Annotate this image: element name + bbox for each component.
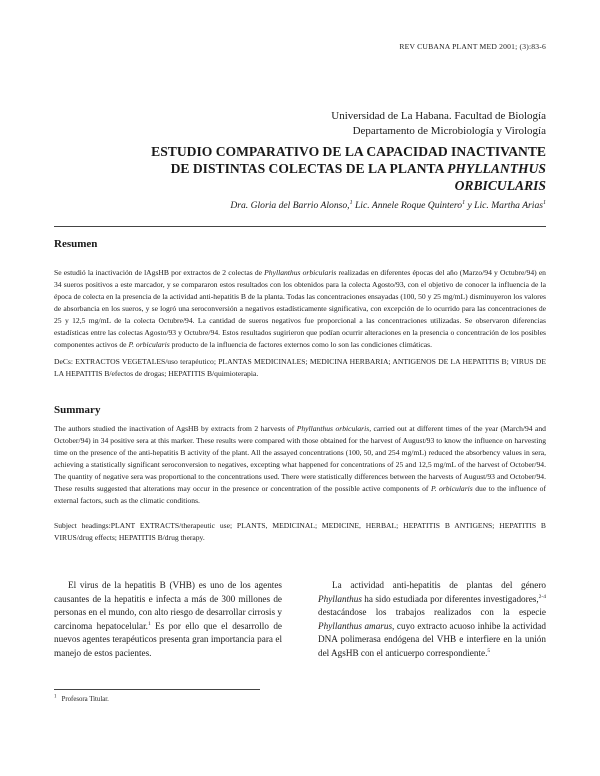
body-genus: Phyllanthus: [318, 593, 362, 604]
author-1: Dra. Gloria del Barrio Alonso,: [230, 200, 350, 211]
journal-citation: REV CUBANA PLANT MED 2001; (3):83-6: [399, 42, 546, 51]
ref-5: 5: [487, 647, 491, 654]
summary-species-abbrev: P. orbicularis: [430, 484, 473, 493]
footnote-divider: [54, 689, 260, 690]
summary-species: Phyllanthus orbicularis: [296, 424, 370, 433]
section-divider: [54, 226, 546, 227]
body-right-part-4: , cuyo extracto acuoso inhibe la actividad DNA polimerasa endógena del VHB e interfiere en la unión del AgsHB con el anticuerpo correspondiente.: [318, 620, 546, 658]
summary-text: [54, 423, 546, 507]
summary-part-2: , carried out at different times of the year (March/94 and October/94) in 34 positive sera at this marker. These results were compared with those obtained for the harvest of August/93 to know the influence on harvesting time on the presence of the anti-hepatitis B activity of the plant. All the assayed concentrations (100, 50, and 254 mg/mL) reduced the absorbency values in sera, achieving a statistically significant seroconversion to negatives, excepting what happened for concentrations of 25 and 12,5 mg/mL of the harvest of October/94. The quantity of negative sera was proportional to the concentrations used. There were statistically differences between the harvests of August/93 and October/94. These results suggested that alterations may occur in the presence or concentration of the possible active components of: [54, 424, 546, 493]
title-genus: PHYLLANTHUS: [447, 161, 546, 176]
affiliation-department: Departamento de Microbiología y Virología: [352, 125, 546, 137]
summary-part-3: due to the influence of external factors, such as the climatic conditions.: [54, 484, 546, 505]
resumen-species-abbrev: P. orbicularis: [128, 340, 170, 349]
body-left-part-2: Es por ello que el desarrollo de nuevos agentes terapéuticos presenta gran importancia para el manejo de estos pacientes.: [54, 620, 283, 658]
body-right-part-3: destacándose los trabajos realizados con la especie: [318, 607, 546, 617]
decs-keywords: DeCs: EXTRACTOS VEGETALES/uso terapéutico; PLANTAS MEDICINALES; MEDICINA HERBARIA; ANTIGENOS DE LA HEPATITIS B; VIRUS DE LA HEPATITIS B/efectos de drogas; HEPATITIS B/quimioterapia.: [54, 357, 546, 378]
footnote-text: Profesora Titular.: [61, 696, 109, 703]
resumen-part-2: realizadas en diferentes épocas del año (Marzo/94 y Octubre/94) en 34 sueros positivos a este marcador, y se compararon estos resultados con los obtenidos para la colecta Agosto/93, con el objetivo de conocer la influencia de la época de colecta en la presencia de la actividad anti-hepatitis B de la planta. Todas las concentraciones ensayadas (100, 50 y 25 mg/mL) disminuyeron los valores de absorbancia en los sueros, y se logró una seroconversión a negativos estadísticamente significativa, con excepción de lo ocurrido para las concentraciones de 25 y 12,5 mg/mL de la colecta Octubre/94. La cantidad de sueros negativos fue proporcional a las concentraciones utilizadas. Se observaron diferencias estadísticas entre las colectas Agosto/93 y Octubre/94. Estos resultados sugirieron que podían ocurrir alteraciones en la presencia o concentración de los posibles componentes activos de: [54, 268, 546, 349]
resumen-part-1: Se estudió la inactivación de lAgsHB por extractos de 2 colectas de: [54, 268, 265, 277]
body-species: Phyllanthus amarus: [318, 620, 393, 631]
body-right-part-2: ha sido estudiada por diferentes investigadores,: [361, 593, 539, 604]
subject-headings: Subject headings:PLANT EXTRACTS/therapeutic use; PLANTS, MEDICINAL; MEDICINE, HERBAL; HEPATITIS B ANTIGENS; HEPATITIS B VIRUS/drug effects; HEPATITIS B/drug therapy.: [54, 521, 546, 542]
author-1-sup: 1: [349, 199, 353, 206]
summary-part-1: The authors studied the inactivation of AgsHB by extracts from 2 harvests of: [54, 424, 297, 433]
author-list: [230, 200, 546, 211]
author-2-sup: 1: [462, 199, 466, 206]
summary-heading: Summary: [54, 404, 101, 416]
title-line-3: ORBICULARIS: [454, 178, 546, 193]
footnote: [54, 696, 109, 703]
ref-1: 1: [147, 620, 151, 627]
resumen-text: [54, 267, 546, 351]
body-right-column: [318, 579, 546, 660]
title-line-2-text: DE DISTINTAS COLECTAS DE LA PLANTA: [170, 161, 448, 176]
title-line-2: [171, 160, 546, 177]
author-2: Lic. Annele Roque Quintero: [352, 200, 463, 211]
footnote-marker: 1: [54, 694, 57, 700]
affiliation-university: Universidad de La Habana. Facultad de Biología: [331, 110, 546, 122]
author-3-sup: 1: [543, 199, 546, 206]
ref-2-4: 2-4: [538, 593, 546, 600]
title-line-1: ESTUDIO COMPARATIVO DE LA CAPACIDAD INACTIVANTE: [151, 144, 546, 159]
resumen-part-3: producto de la influencia de factores externos como lo son las condiciones climáticas.: [169, 340, 432, 349]
body-left-part-1: El virus de la hepatitis B (VHB) es uno de los agentes causantes de la hepatitis e infecta a más de 300 millones de personas en el mundo, con alto riesgo de desarrollar cirrosis y carcinoma hepatocelular.: [54, 580, 282, 631]
author-3: y Lic. Martha Arias: [465, 200, 543, 211]
resumen-species: Phyllanthus orbicularis: [264, 268, 337, 277]
resumen-heading: Resumen: [54, 238, 98, 250]
body-right-part-1: La actividad anti-hepatitis de plantas del género: [332, 580, 546, 590]
body-left-column: [54, 579, 282, 660]
